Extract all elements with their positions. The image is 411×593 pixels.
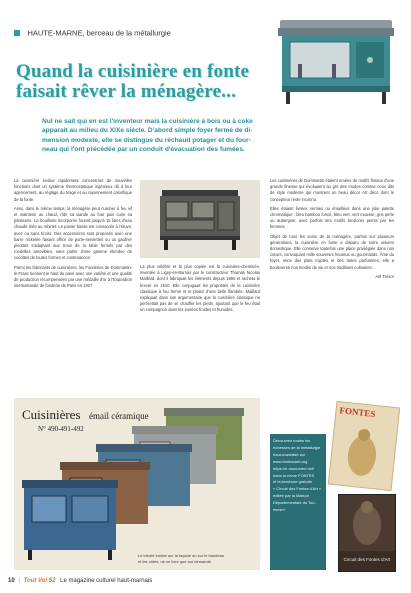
col1-paragraph-2: Ainsi, dans le même temps, la ménagère peut cuisiner à feu vif et maintenir au chaud, rôtir sa viande au four puis cuire sa pâtisserie. La bouilloire incorporée fournit jusqu'à 15 litres d'eau chaude tirée au robinet. Le panier basse est consacrée à l'étuve; avec ou sans tiroirs. Des accessoires sont proposés avec une barre nickelée faisant office de porte-serviettes ou un gaufrier pivotant s'adaptant aux trous de la table fermés par des rondelles amovibles, sans parler d'une gamme étendue de cocottes de toutes formes et contenances. xyxy=(14,205,132,261)
col1-paragraph-3: Parmi les fabricants de cuisinières, les Fonderies de Dommartin-le-Franc tiennent le haut du pavé avec une variété et une qualité de production récompensées par une médaille d'or à l'Exposition internationale de fonderie de Paris en 1927. xyxy=(14,264,132,289)
header-kicker-text: HAUTE-MARNE, berceau de la métallurgie xyxy=(27,28,171,38)
sidebar-line-9: éditée par la Maison xyxy=(273,493,310,499)
title-line-1: Quand la cuisinière en fonte xyxy=(16,61,250,82)
stove-photo xyxy=(270,14,400,109)
sidebar-link-2[interactable]: https://e-monumen.net/ xyxy=(273,465,315,471)
col3-paragraph-2: Elles étaient livrées vernies ou émaillées dans une jolie palette chromatique : bleu bambou foncé, bleu vert, vert mousse, gris perle ou aubergine, avec parfois des motifs bicolores peints par les femmes. xyxy=(270,205,394,230)
intro-line-3: mension modeste, elle se distingue du réchaud potager et du four- xyxy=(42,136,251,144)
catalog-stoves-illustration xyxy=(14,398,260,570)
catalog-caption-1: Le bleuté incliné sur la façade ou sur le bandeau xyxy=(138,553,225,558)
footer-separator: | xyxy=(18,578,20,584)
column-3 xyxy=(270,178,394,283)
stove-photo-bw xyxy=(140,180,260,258)
header-kicker xyxy=(14,24,264,38)
sidebar-line-10: Départementale du Tou- xyxy=(273,500,316,506)
page-number: 10 xyxy=(8,578,15,584)
sidebar-line-1: Découvrez toutes les xyxy=(273,438,311,443)
intro xyxy=(42,117,342,155)
catalog-numbers: N° 490-491-492 xyxy=(38,425,84,433)
col2-paragraph-1: La plus célèbre et la plus copiée est la cuisinière-cheminée, inventée à Ligny-en-Barrois par le constructeur Thomas Nicolas Maillard, dont il fabriquait les éléments depuis 1890 et racheta le brevet en 1910. Elle conjuguait les propriétés de la cuisinière classique à feu fermé et le plaisir d'une belle flambée. Maillard expliquait dans son argumentaire que la cuisinière classique ne permettait pas de se chauffer les pieds, ajoutant que le feu était un compagnon dans les soirées froides et humides. xyxy=(140,264,260,313)
footer-tagline: Le magazine culturel haut-marnais xyxy=(60,578,153,584)
catalog-heading-main: Cuisinières xyxy=(22,407,81,422)
sidebar-line-3: haut-marnaise sur xyxy=(273,451,306,457)
col3-paragraph-1: Les cuisinières de Dommartin étaient ornées de motifs floraux d'une grande finesse qui évoluaient au gré des modes comme ceux dits de style moderne qui montrent un beau décor Art déco dont le concepteur reste inconnu. xyxy=(270,178,394,202)
column-2 xyxy=(140,264,260,317)
fontes-cover-title: FONTES xyxy=(339,405,376,419)
footer-brand: Tout Vol 52 xyxy=(23,578,56,584)
circuit-cover-title: Circuit des Fontes d'Art xyxy=(343,557,391,562)
page-title xyxy=(16,62,276,102)
sidebar-line-11: risme». xyxy=(273,507,287,513)
sidebar-line-6: dans la revue FONTES xyxy=(273,472,315,478)
title-line-2: faisait rêver la ménagère... xyxy=(16,81,237,102)
circuit-cover-sculpture-icon xyxy=(339,495,395,551)
sidebar-link-1[interactable]: www.fontesdart.org xyxy=(273,458,308,464)
sidebar-line-8: « Circuit des Fontes d'Art » xyxy=(273,486,322,492)
header-square-icon xyxy=(14,30,20,36)
intro-line-2: apparaît au milieu du XIXe siècle. D'abord simple foyer fermé de di- xyxy=(42,127,253,135)
sidebar-box xyxy=(270,434,326,570)
column-1 xyxy=(14,178,132,292)
fontes-cover xyxy=(328,401,400,491)
author: Aël Trésor xyxy=(375,273,394,279)
catalog-caption-2: et les côtés, ne se livre que sur demande. xyxy=(138,559,213,564)
col1-paragraph-1: La cuisinière évolue rapidement concentrant de nouvelles fonctions dont un système thermostatique ingénieux dû à leur agencement, au réglage du tirage et au rayonnement calorifique de la fonte. xyxy=(14,178,132,202)
circuit-cover xyxy=(338,494,396,572)
col3-paragraph-3: Objet de tous les soins de la ménagère, parfois sur plusieurs générations, la cuisinière en fonte a disparu de notre univers domestique. Elle conserve toutefois une place privilégiée dans nos cœurs, convoquant mille souvenirs heureux ou gourmands. Âme du foyer, reine des plats mijotés et des tartes parfumées, elle a bouleversé nos modes de vie et nos traditions culinaires. xyxy=(270,233,394,270)
fontes-cover-statue-icon xyxy=(330,418,396,484)
catalog-heading-sub: émail céramique xyxy=(88,411,149,421)
sidebar-line-2: richesses de la métallurgie xyxy=(273,444,321,450)
footer xyxy=(8,578,403,588)
intro-line-1: Nul ne sait qui en est l'inventeur mais la cuisinière à bois ou à coke xyxy=(42,118,253,125)
catalog-image xyxy=(14,398,260,570)
intro-line-4: neau qui l'ont précédée par un conduit d'évacuation des fumées. xyxy=(42,146,245,154)
sidebar-line-7: et la brochure gratuite xyxy=(273,479,312,485)
